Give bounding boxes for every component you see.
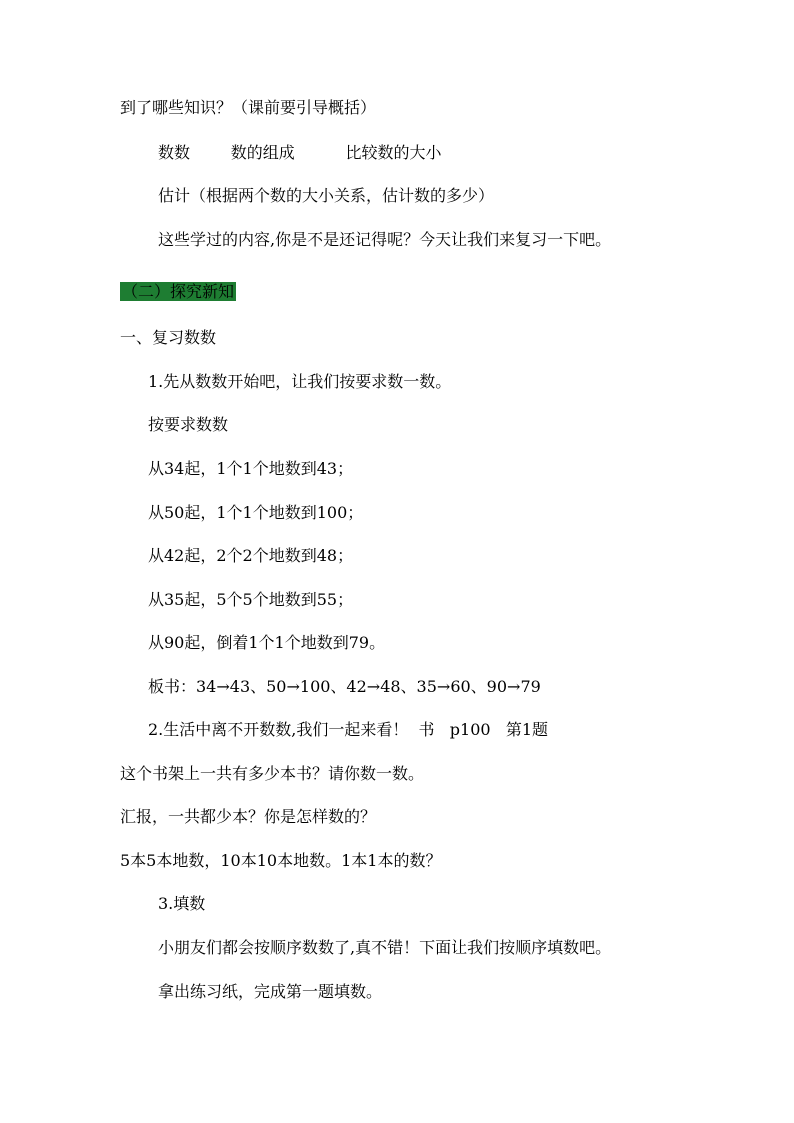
text-line-2: 数数 数的组成 比较数的大小 xyxy=(158,143,442,162)
section-heading xyxy=(120,282,236,302)
text-line-11: 从42起，2个2个地数到48； xyxy=(148,546,354,565)
text-line-4: 这些学过的内容,你是不是还记得呢？今天让我们来复习一下吧。 xyxy=(158,230,612,249)
text-line-17: 汇报，一共都少本？你是怎样数的？ xyxy=(120,807,377,826)
text-line-8: 按要求数数 xyxy=(148,415,229,434)
text-line-20: 小朋友们都会按顺序数数了,真不错！下面让我们按顺序填数吧。 xyxy=(158,938,612,957)
text-line-19: 3.填数 xyxy=(158,894,206,913)
text-line-16: 这个书架上一共有多少本书？请你数一数。 xyxy=(120,764,425,783)
section-heading-highlight: （二）探究新知 xyxy=(122,282,235,301)
text-line-12: 从35起，5个5个地数到55； xyxy=(148,590,354,609)
subsection-heading: 一、复习数数 xyxy=(120,328,217,347)
text-line-1: 到了哪些知识？（课前要引导概括） xyxy=(120,98,377,117)
text-line-18: 5本5本地数，10本10本地数。1本1本的数？ xyxy=(120,851,442,870)
text-line-13: 从90起，倒着1个1个地数到79。 xyxy=(148,633,386,652)
text-line-14: 板书：34→43、50→100、42→48、35→60、90→79 xyxy=(148,677,541,696)
text-line-21: 拿出练习纸，完成第一题填数。 xyxy=(158,982,383,1001)
text-line-15: 2.生活中离不开数数,我们一起来看！ 书 p100 第1题 xyxy=(148,720,549,739)
text-line-7: 1.先从数数开始吧，让我们按要求数一数。 xyxy=(148,372,452,391)
text-line-9: 从34起，1个1个地数到43； xyxy=(148,459,354,478)
text-line-10: 从50起，1个1个地数到100； xyxy=(148,503,364,522)
text-line-3: 估计（根据两个数的大小关系，估计数的多少） xyxy=(158,186,495,205)
